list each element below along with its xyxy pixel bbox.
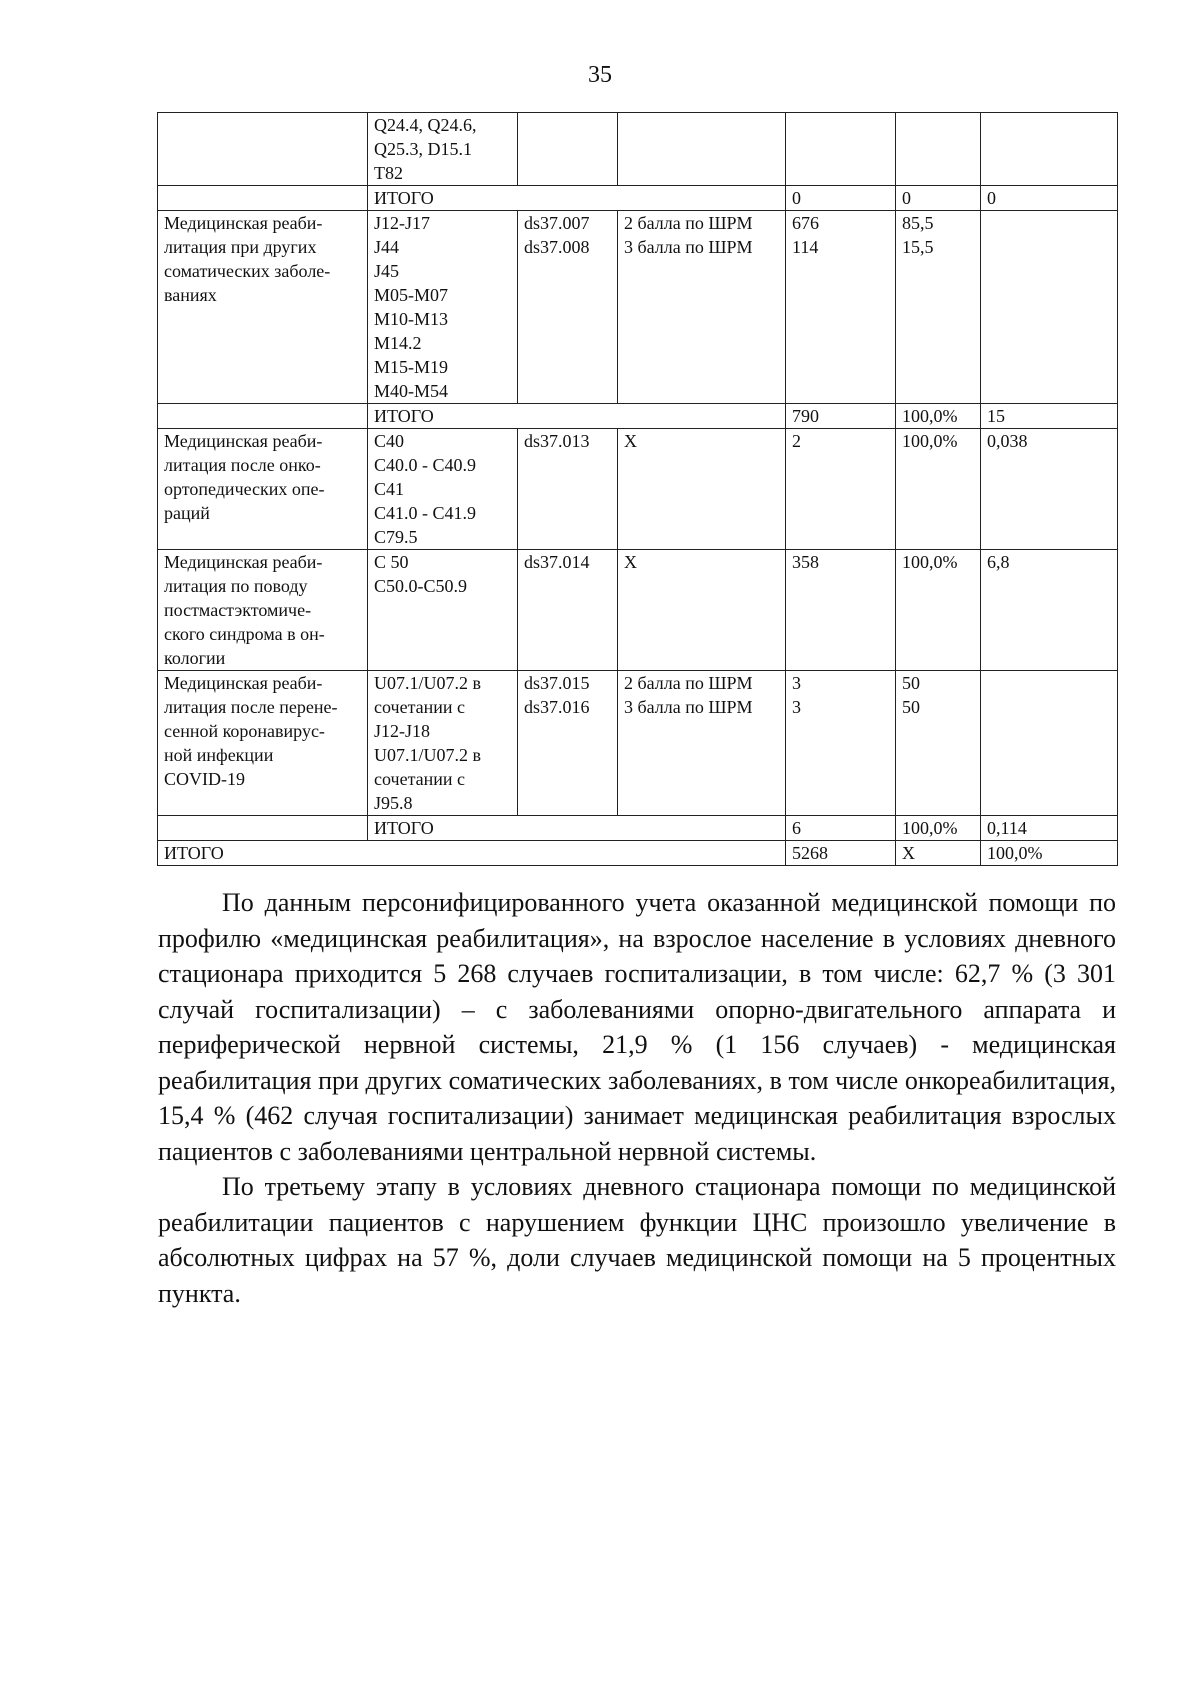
cell-text: 0 xyxy=(987,188,996,208)
page-number: 35 xyxy=(588,62,612,88)
cell-text: ds37.013 xyxy=(524,431,590,451)
table-cell xyxy=(518,429,618,550)
table-cell xyxy=(158,671,368,816)
table-cell xyxy=(368,816,786,841)
table-cell xyxy=(896,186,981,211)
table-cell xyxy=(368,211,518,404)
paragraph: По данным персонифицированного учета оказанной медицинской помощи по профилю «медицинская реабилитация», на взрослое население в условиях дневного стационара приходится 5 268 случаев госпитализации, в том числе: 62,7 % (3 301 случай госпитализации) – с заболеваниями опорно-двигательного аппарата и периферической нервной системы, 21,9 % (1 156 случаев) - медицинская реабилитация при других соматических заболеваниях, в том числе онкореабилитация, 15,4 % (462 случая госпитализации) занимает медицинская реабилитация взрослых пациентов с заболеваниями центральной нервной системы. xyxy=(158,888,1116,1166)
table-cell xyxy=(368,186,786,211)
cell-text: 100,0% xyxy=(902,406,958,426)
table-cell xyxy=(158,841,786,866)
table-cell xyxy=(896,816,981,841)
table-subtotal-row xyxy=(158,404,1118,429)
table-cell xyxy=(158,816,368,841)
cell-text: 3 3 xyxy=(792,673,801,717)
cell-text: 15 xyxy=(987,406,1005,426)
table-cell xyxy=(158,186,368,211)
cell-text: 0,038 xyxy=(987,431,1028,451)
table-row xyxy=(158,113,1118,186)
table-cell xyxy=(618,113,786,186)
table-subtotal-row xyxy=(158,816,1118,841)
cell-text: ds37.015 ds37.016 xyxy=(524,673,590,717)
table-cell xyxy=(158,113,368,186)
cell-text: C 50 C50.0-C50.9 xyxy=(374,552,468,596)
cell-text: Медицинская реаби- литация при других соматических заболе- ваниях xyxy=(164,213,331,305)
cell-text: 100,0% xyxy=(902,431,958,451)
cell-text: 790 xyxy=(792,406,819,426)
table-cell xyxy=(518,550,618,671)
cell-text: Медицинская реаби- литация после онко- ортопедических опе- раций xyxy=(164,431,325,523)
body-text xyxy=(158,885,1116,1311)
table-cell xyxy=(981,113,1118,186)
table-cell xyxy=(368,429,518,550)
table-cell xyxy=(786,671,896,816)
table-cell xyxy=(618,671,786,816)
table-cell xyxy=(786,841,896,866)
table-cell xyxy=(368,550,518,671)
table-cell xyxy=(158,429,368,550)
cell-text: 0 xyxy=(902,188,911,208)
cell-text: ИТОГО xyxy=(374,188,434,208)
cell-text: 2 балла по ШРМ 3 балла по ШРМ xyxy=(624,213,753,257)
table-cell xyxy=(368,113,518,186)
table-cell xyxy=(981,429,1118,550)
table-cell xyxy=(786,816,896,841)
table-cell xyxy=(981,841,1118,866)
table-cell xyxy=(896,429,981,550)
table-cell xyxy=(981,816,1118,841)
cell-text: 6,8 xyxy=(987,552,1010,572)
cell-text: 50 50 xyxy=(902,673,920,717)
table-cell xyxy=(981,186,1118,211)
table-cell xyxy=(981,671,1118,816)
table-cell xyxy=(618,550,786,671)
table-cell xyxy=(786,186,896,211)
table-row xyxy=(158,211,1118,404)
table-total-row xyxy=(158,841,1118,866)
table-cell xyxy=(981,550,1118,671)
table-cell xyxy=(368,671,518,816)
cell-text: Медицинская реаби- литация по поводу постмастэктомиче- ского синдрома в он- кологии xyxy=(164,552,325,668)
table-cell xyxy=(518,113,618,186)
cell-text: Q24.4, Q24.6, Q25.3, D15.1 T82 xyxy=(374,115,477,183)
table-cell xyxy=(368,404,786,429)
table-cell xyxy=(158,550,368,671)
table-cell xyxy=(158,404,368,429)
cell-text: 5268 xyxy=(792,843,828,863)
table-row xyxy=(158,671,1118,816)
rehabilitation-table xyxy=(157,112,1118,866)
cell-text: ИТОГО xyxy=(374,406,434,426)
cell-text: 2 балла по ШРМ 3 балла по ШРМ xyxy=(624,673,753,717)
cell-text: ИТОГО xyxy=(374,818,434,838)
table-cell xyxy=(618,211,786,404)
table-cell xyxy=(896,550,981,671)
cell-text: 0 xyxy=(792,188,801,208)
cell-text: 676 114 xyxy=(792,213,819,257)
cell-text: U07.1/U07.2 в сочетании с J12-J18 U07.1/U07.2 в сочетании с J95.8 xyxy=(374,673,481,813)
cell-text: C40 C40.0 - C40.9 C41 C41.0 - C41.9 C79.5 xyxy=(374,431,477,547)
cell-text: ds37.014 xyxy=(524,552,590,572)
cell-text: J12-J17 J44 J45 M05-M07 M10-M13 M14.2 M15-M19 M40-M54 xyxy=(374,213,449,401)
cell-text: Медицинская реаби- литация после перене- сенной коронавирус- ной инфекции COVID-19 xyxy=(164,673,338,789)
table-cell xyxy=(896,113,981,186)
table-cell xyxy=(518,671,618,816)
table-cell xyxy=(158,211,368,404)
table-cell xyxy=(896,211,981,404)
cell-text: 100,0% xyxy=(987,843,1043,863)
table-cell xyxy=(981,211,1118,404)
paragraph: По третьему этапу в условиях дневного стационара помощи по медицинской реабилитации пациентов с нарушением функции ЦНС произошло увеличение в абсолютных цифрах на 57 %, доли случаев медицинской помощи на 5 процентных пункта. xyxy=(158,1172,1116,1308)
table-subtotal-row xyxy=(158,186,1118,211)
cell-text: 358 xyxy=(792,552,819,572)
table-cell xyxy=(786,404,896,429)
cell-text: 100,0% xyxy=(902,552,958,572)
cell-text: 85,5 15,5 xyxy=(902,213,934,257)
table-cell xyxy=(896,404,981,429)
table-cell xyxy=(618,429,786,550)
table-cell xyxy=(896,671,981,816)
table-cell xyxy=(786,429,896,550)
cell-text: 6 xyxy=(792,818,801,838)
cell-text: X xyxy=(624,431,637,451)
cell-text: 0,114 xyxy=(987,818,1027,838)
cell-text: ИТОГО xyxy=(164,843,224,863)
cell-text: 100,0% xyxy=(902,818,958,838)
cell-text: X xyxy=(902,843,915,863)
table-cell xyxy=(786,550,896,671)
table-cell xyxy=(786,211,896,404)
table-cell xyxy=(981,404,1118,429)
table-cell xyxy=(518,211,618,404)
table-cell xyxy=(896,841,981,866)
cell-text: ds37.007 ds37.008 xyxy=(524,213,590,257)
cell-text: 2 xyxy=(792,431,801,451)
table-row xyxy=(158,550,1118,671)
table-row xyxy=(158,429,1118,550)
table-cell xyxy=(786,113,896,186)
cell-text: X xyxy=(624,552,637,572)
